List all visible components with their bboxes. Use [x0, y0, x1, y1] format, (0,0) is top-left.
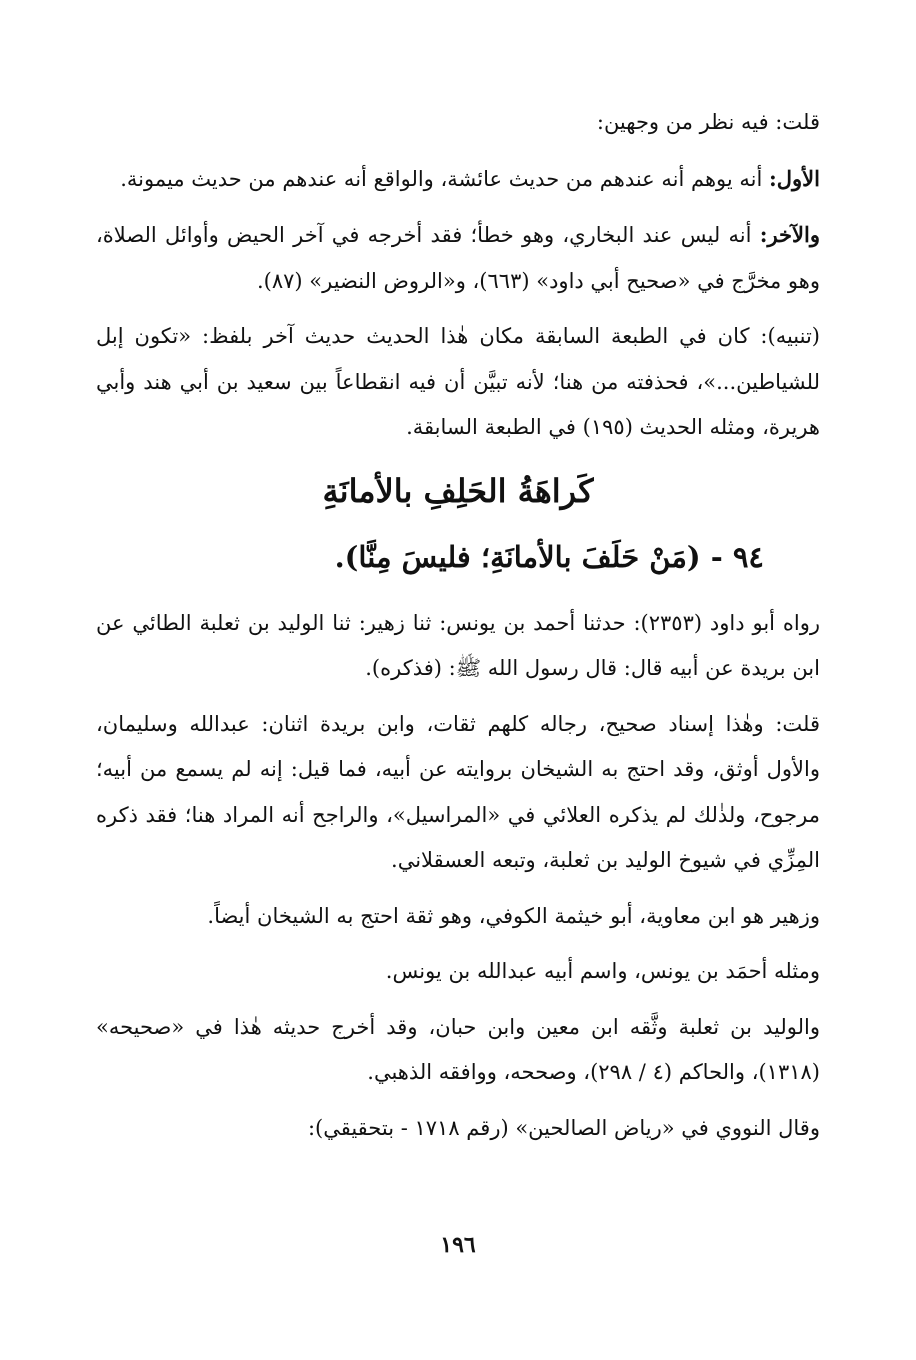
paragraph-note: (تنبيه): كان في الطبعة السابقة مكان هٰذا الحديث حديث آخر بلفظ: «تكون إبل للشياطين...»، فحذفته من هنا؛ لأنه تبيَّن أن فيه انقطاعاً بين سعيد بن أبي هند وأبي هريرة، ومثله الحديث (١٩٥) في الطبعة السابقة. — [96, 324, 820, 439]
paragraph-second-point: والآخر: أنه ليس عند البخاري، وهو خطأ؛ فقد أخرجه في آخر الحيض وأوائل الصلاة، وهو مخرَّج في «صحيح أبي داود» (٦٦٣)، و«الروض النضير» (٨٧). — [96, 222, 820, 293]
paragraph-lead: والآخر: — [759, 222, 820, 247]
paragraph-nawawi: وقال النووي في «رياض الصالحين» (رقم ١٧١٨ - بتحقيقي): — [307, 1115, 820, 1140]
paragraph-zuhair: وزهير هو ابن معاوية، أبو خيثمة الكوفي، وهو ثقة احتج به الشيخان أيضاً. — [207, 903, 820, 928]
paragraph-walid: والوليد بن ثعلبة وثَّقه ابن معين وابن حبان، وقد أخرج حديثه هٰذا في «صحيحه» (١٣١٨)، والحاكم (٤ / ٢٩٨)، وصححه، ووافقه الذهبي. — [96, 1014, 820, 1084]
paragraph-narration: رواه أبو داود (٢٣٥٣): حدثنا أحمد بن يونس: ثنا زهير: ثنا الوليد بن ثعلبة الطائي عن ابن بريدة عن أبيه قال: قال رسول الله ﷺ: (فذكره). — [96, 610, 820, 680]
paragraph-lead: الأول: — [769, 165, 820, 191]
page-number: ١٩٦ — [440, 1232, 476, 1258]
chapter-title: كَراهَةُ الحَلِفِ بالأمانَةِ — [322, 471, 594, 510]
hadith-heading: ٩٤ - (مَنْ حَلَفَ بالأمانَةِ؛ فليسَ مِنَّا). — [334, 539, 764, 574]
paragraph-first-point: الأول: أنه يوهم أنه عندهم من حديث عائشة، والواقع أنه عندهم من حديث ميمونة. — [120, 165, 820, 191]
paragraph-ahmad: ومثله أحمَد بن يونس، واسم أبيه عبدالله بن يونس. — [385, 959, 820, 983]
paragraph-intro: قلت: فيه نظر من وجهين: — [596, 110, 820, 134]
paragraph-isnad-assessment: قلت: وهٰذا إسناد صحيح، رجاله كلهم ثقات، وابن بريدة اثنان: عبدالله وسليمان، والأول أوثق، وقد احتج به الشيخان بروايته عن أبيه، فما قيل: إنه لم يسمع من أبيه؛ مرجوح، ولذٰلك لم يذكره العلائي في «المراسيل»، والراجح أنه المراد هنا؛ فقد ذكره المِزِّي في شيوخ الوليد بن ثعلبة، وتبعه العسقلاني. — [96, 711, 820, 872]
